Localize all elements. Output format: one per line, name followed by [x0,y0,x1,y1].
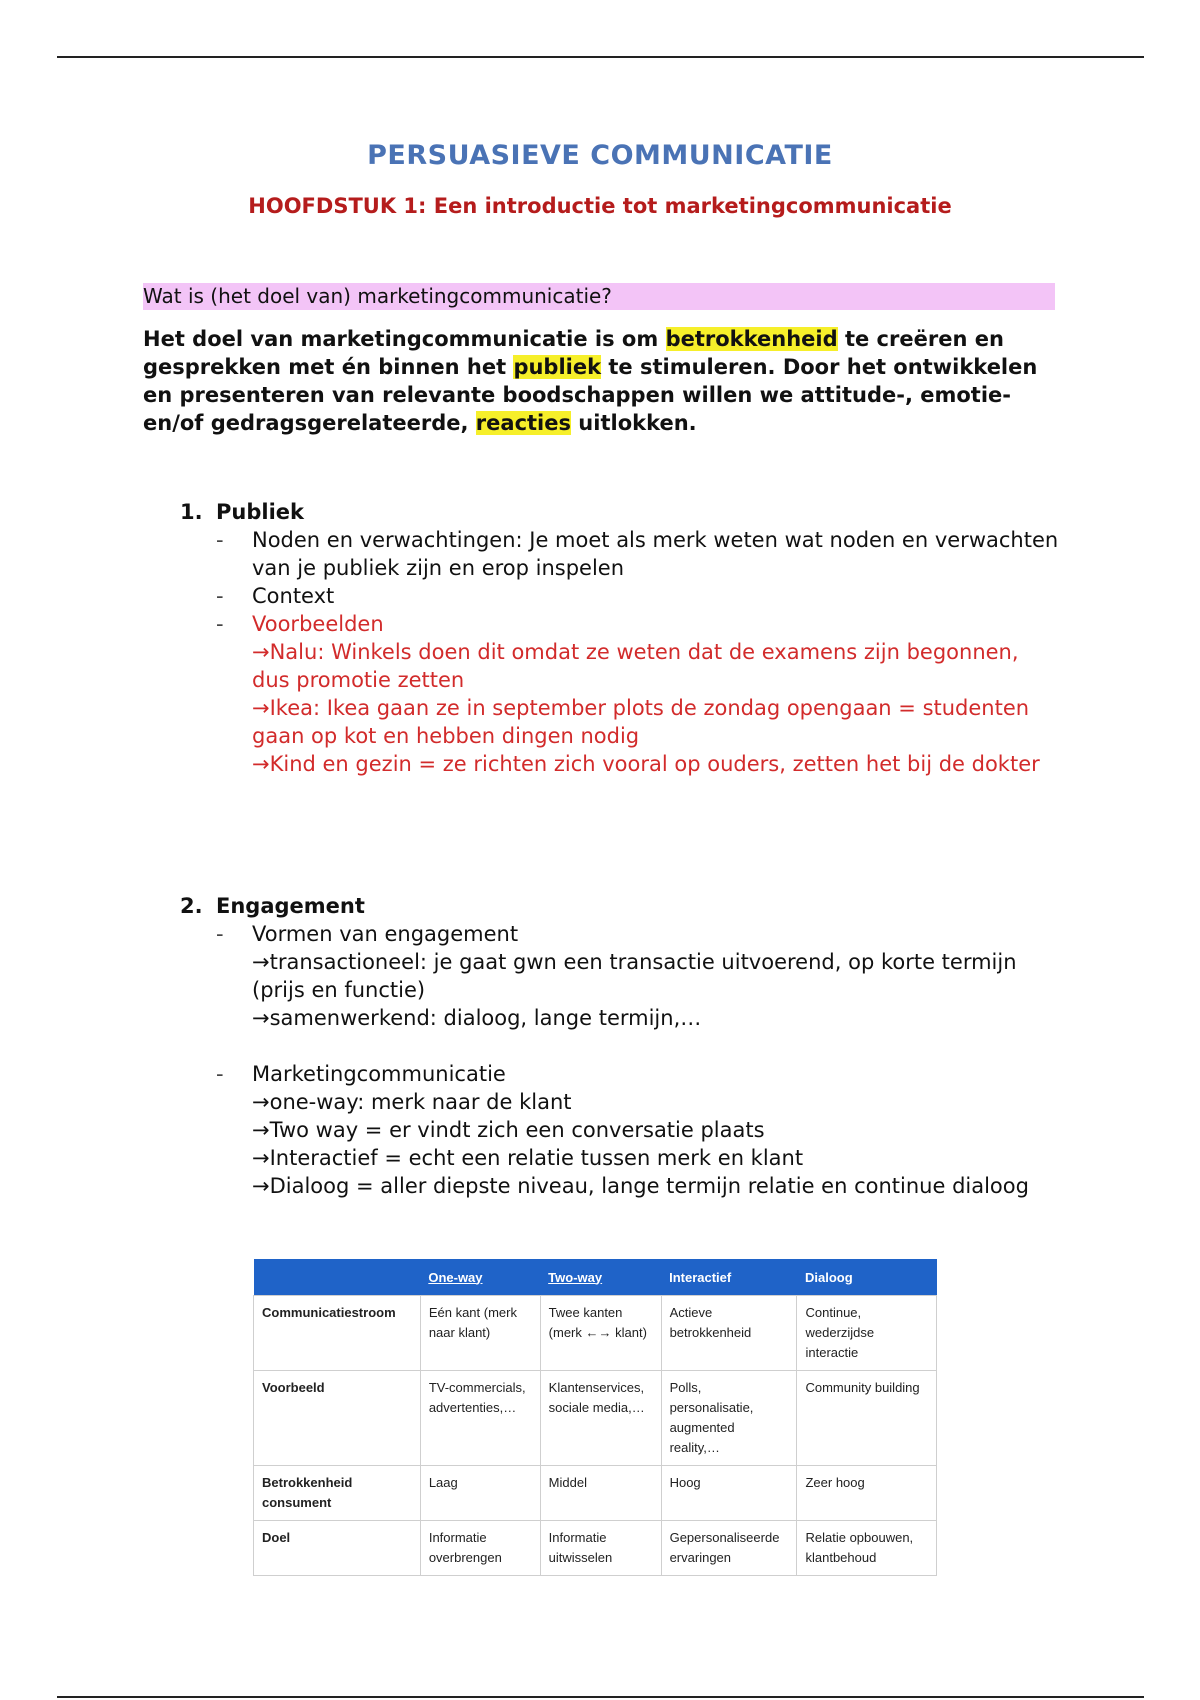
table-header-row [254,1259,937,1296]
section-number: 2. [180,894,203,918]
sub-line: →Dialoog = aller diepste niveau, lange termijn relatie en continue dialoog [252,1174,1029,1198]
table-cell: Relatie opbouwen, klantbehoud [797,1521,937,1576]
section-heading [180,892,1060,920]
example-line: →Kind en gezin = ze richten zich vooral op ouders, zetten het bij de dokter [252,752,1040,776]
bullet-dash: - [216,612,224,636]
example-line: →Ikea: Ikea gaan ze in september plots de zondag opengaan = studenten gaan op kot en hebben dingen nodig [252,696,1030,748]
sub-line: →one-way: merk naar de klant [252,1090,572,1114]
bullet-text: Vormen van engagement [252,922,519,946]
table-cell: Informatie uitwisselen [540,1521,661,1576]
table-cell: Laag [420,1466,540,1521]
table-row-label: Communicatiestroom [254,1296,421,1371]
table-row [254,1296,937,1371]
example-line: →Nalu: Winkels doen dit omdat ze weten dat de examens zijn begonnen, dus promotie zetten [252,640,1019,692]
communication-table [253,1259,937,1576]
bullet-text: Noden en verwachtingen: Je moet als merk weten wat noden en verwachten van je publiek zijn en erop inspelen [252,528,1059,580]
intro-text-4: uitlokken. [571,411,697,435]
table-header-cell: Two-way [540,1259,661,1296]
table-cell: Informatie overbrengen [420,1521,540,1576]
sub-line: →samenwerkend: dialoog, lange termijn,… [252,1006,702,1030]
bullet-text: Marketingcommunicatie [252,1062,506,1086]
table-header-cell: Dialoog [797,1259,937,1296]
sub-line: →Two way = er vindt zich een conversatie plaats [252,1118,765,1142]
document-title: PERSUASIEVE COMMUNICATIE [367,140,833,171]
bullet-text: Voorbeelden [252,612,384,636]
intro-text-3: te stimuleren. Door het ontwikkelen en presenteren van relevante boodschappen willen we attitude-, emotie- en/of gedragsgerelateerde, [143,355,1038,435]
table-row-label: Betrokkenheid consument [254,1466,421,1521]
table-row [254,1466,937,1521]
intro-text-1: Het doel van marketingcommunicatie is om [143,327,666,351]
list-item [180,920,1060,948]
table-cell: Klantenservices, sociale media,… [540,1371,661,1466]
highlight-reacties: reacties [475,411,571,435]
list-item [180,610,1060,638]
list-item [180,582,1060,610]
table-header-cell: Interactief [661,1259,797,1296]
highlight-publiek: publiek [513,355,602,379]
section-title: Publiek [216,500,304,524]
chapter-heading: HOOFDSTUK 1: Een introductie tot marketingcommunicatie [248,194,952,218]
sub-line: →Interactief = echt een relatie tussen merk en klant [252,1146,804,1170]
table-cell: Eén kant (merk naar klant) [420,1296,540,1371]
intro-text-2: te creëren en gesprekken met én binnen het [143,327,1004,379]
table-cell: Polls, personalisatie, augmented reality,… [661,1371,797,1466]
section-engagement [180,892,1060,1200]
table-cell: Continue, wederzijdse interactie [797,1296,937,1371]
bottom-rule [57,1696,1144,1698]
table-row [254,1371,937,1466]
highlight-betrokkenheid: betrokkenheid [665,327,838,351]
top-rule [57,56,1144,58]
table-row-label: Doel [254,1521,421,1576]
section-title: Engagement [216,894,365,918]
bullet-dash: - [216,584,224,608]
table-cell: Gepersonaliseerde ervaringen [661,1521,797,1576]
bullet-text: Context [252,584,335,608]
table-header-cell [254,1259,421,1296]
section-number: 1. [180,500,203,524]
section-publiek [180,498,1060,778]
table-cell: Zeer hoog [797,1466,937,1521]
list-item [180,526,1060,582]
intro-paragraph [143,325,1063,437]
table-header-cell: One-way [420,1259,540,1296]
table-row-label: Voorbeeld [254,1371,421,1466]
question-highlight: Wat is (het doel van) marketingcommunicatie? [143,283,1055,310]
table-cell: Hoog [661,1466,797,1521]
table-cell: Community building [797,1371,937,1466]
sub-line: →transactioneel: je gaat gwn een transactie uitvoerend, op korte termijn (prijs en functie) [252,950,1017,1002]
table-cell: Middel [540,1466,661,1521]
section-heading [180,498,1060,526]
bullet-dash: - [216,528,224,552]
table-cell: TV-commercials, advertenties,… [420,1371,540,1466]
table-cell: Twee kanten (merk ←→ klant) [540,1296,661,1371]
bullet-dash: - [216,1062,224,1086]
table-cell: Actieve betrokkenheid [661,1296,797,1371]
list-item [180,1060,1060,1088]
table-row [254,1521,937,1576]
bullet-dash: - [216,922,224,946]
